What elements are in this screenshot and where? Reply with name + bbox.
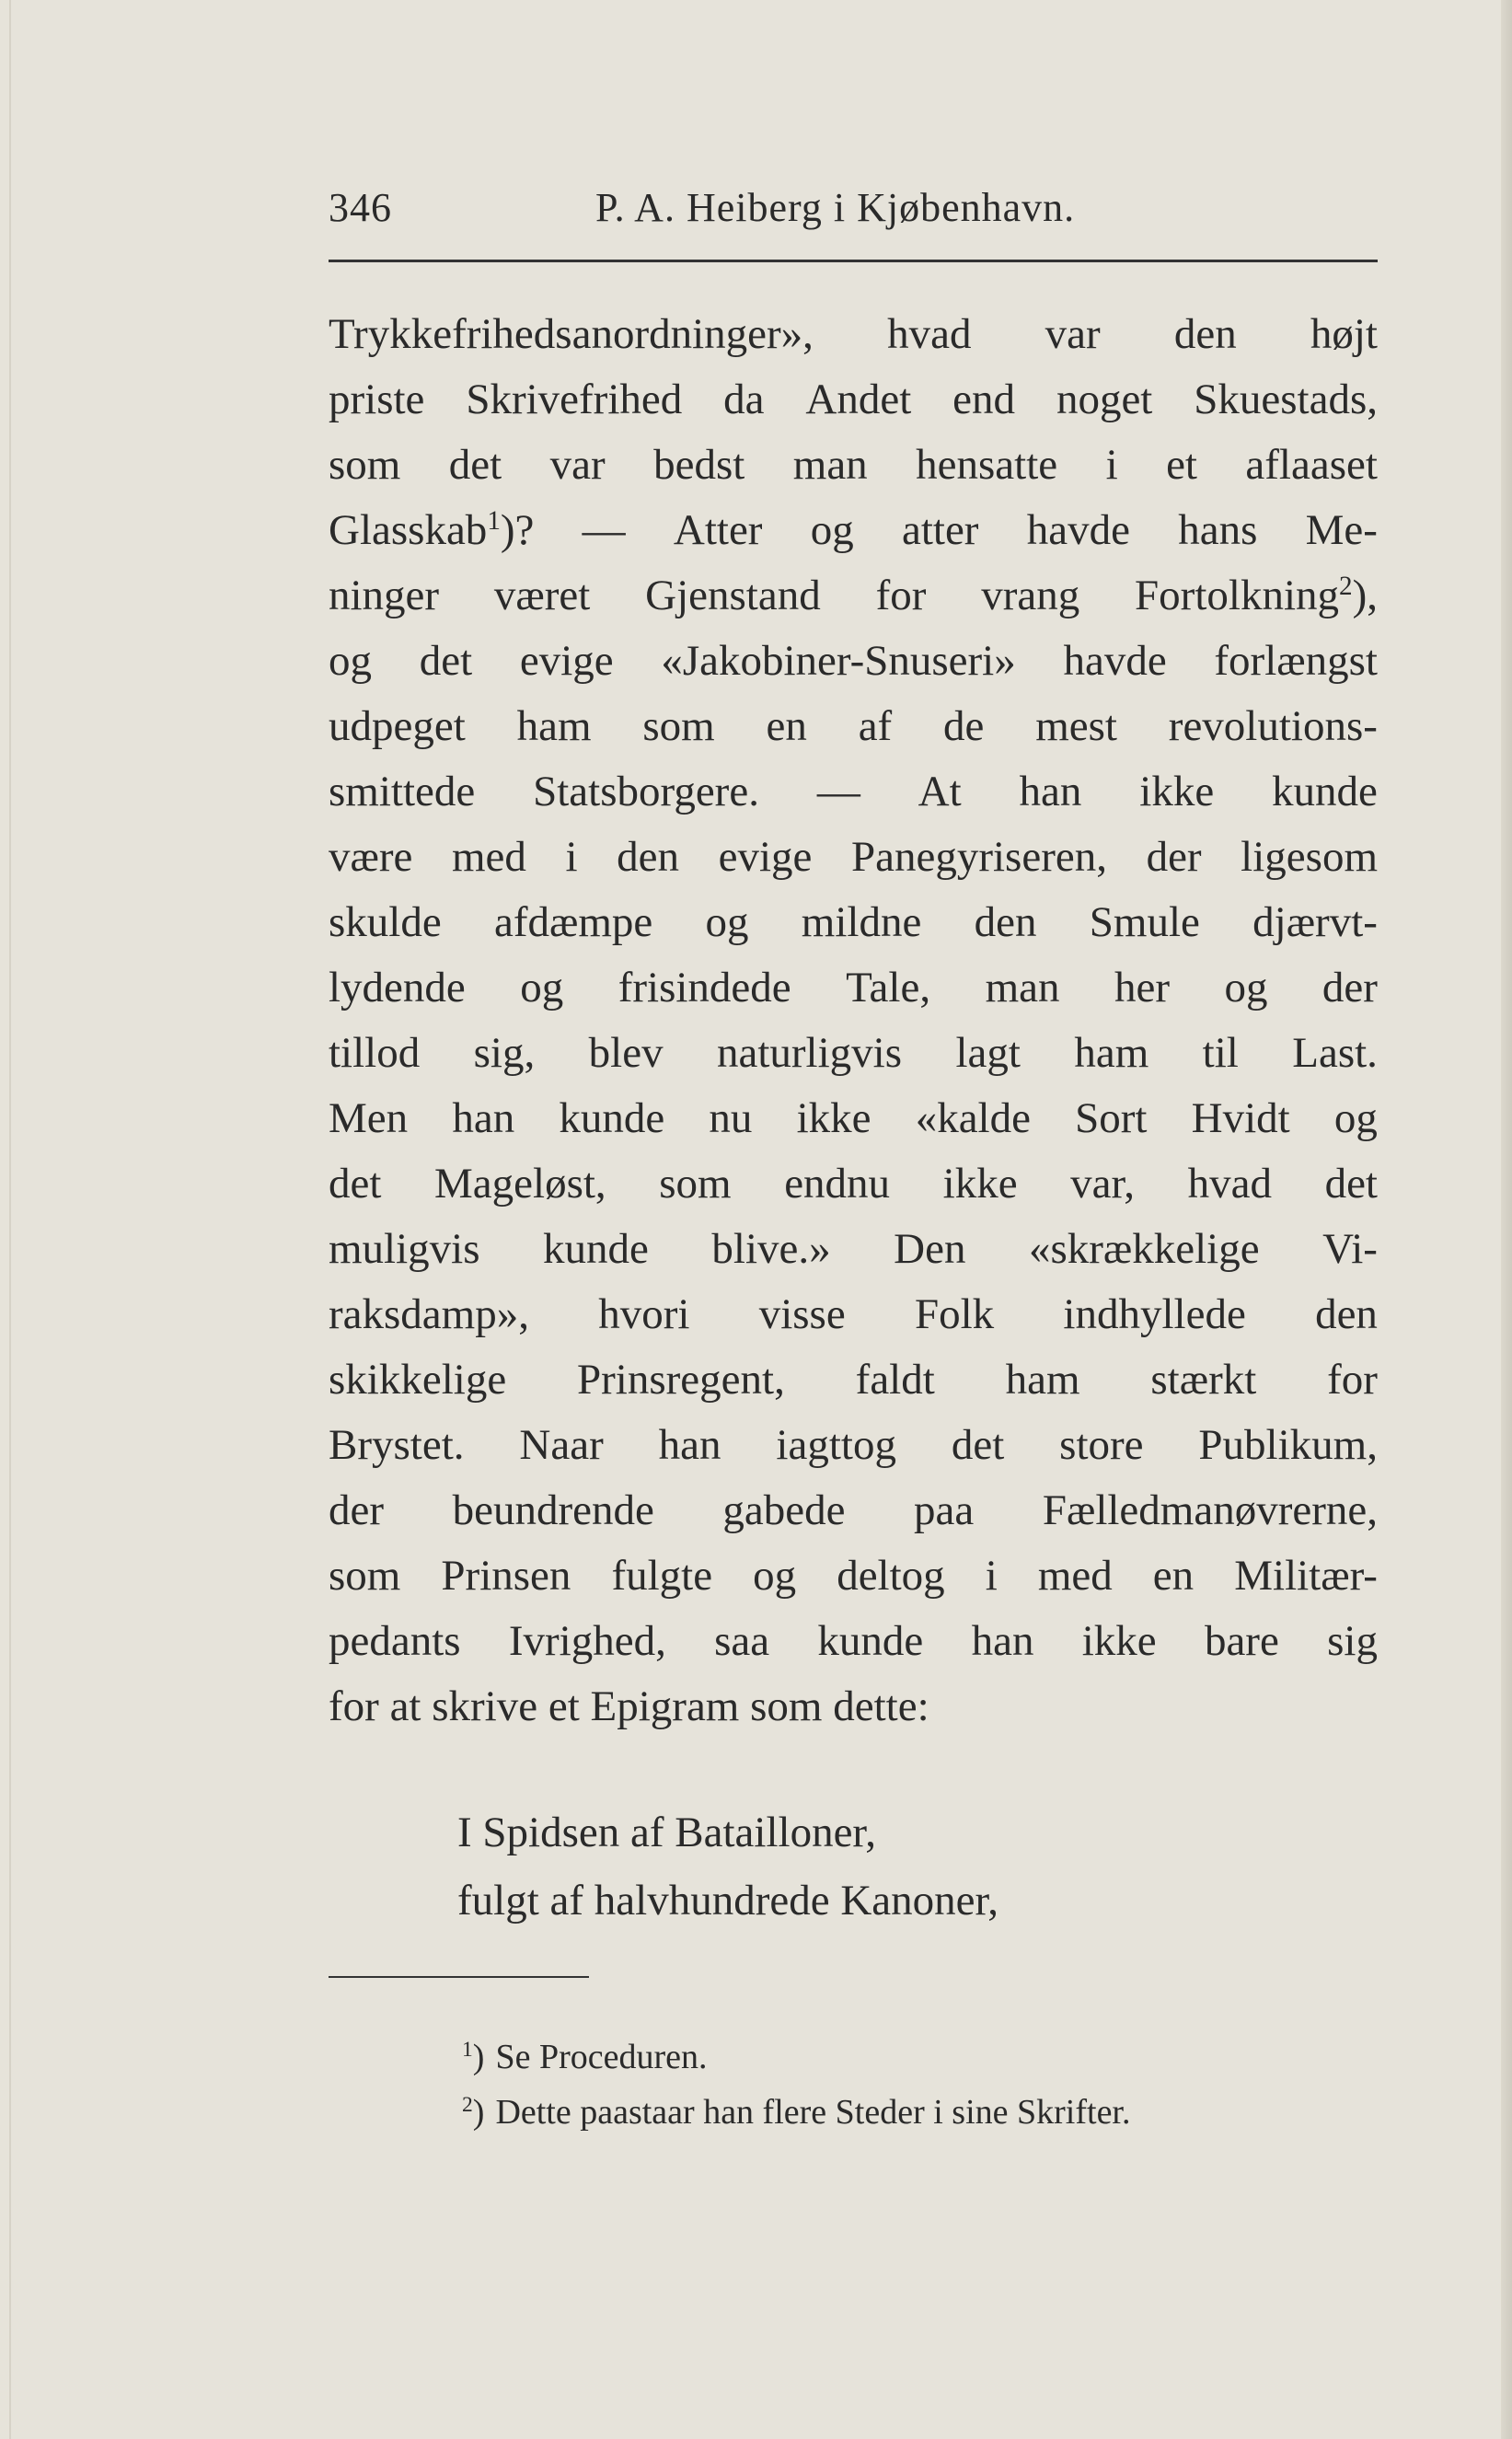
footnote-rule xyxy=(329,1976,589,1978)
body-line: priste Skrivefrihed da Andet end noget Skuestads, xyxy=(329,376,1378,423)
footnote-1-mark: 1 xyxy=(462,2038,473,2063)
footnote-2-mark: 2 xyxy=(462,2093,473,2118)
body-line: være med i den evige Panegyriseren, der ligesom xyxy=(329,833,1378,881)
body-line: det Mageløst, som endnu ikke var, hvad det xyxy=(329,1160,1378,1208)
body-line: tillod sig, blev naturligvis lagt ham til Last. xyxy=(329,1029,1378,1077)
body-text xyxy=(329,302,1378,1740)
body-line: og det evige «Jakobiner-Snuseri» havde forlængst xyxy=(329,637,1378,685)
running-head: P. A. Heiberg i Kjøbenhavn. xyxy=(595,185,1076,230)
body-line: skikkelige Prinsregent, faldt ham stærkt for xyxy=(329,1356,1378,1404)
body-line: udpeget ham som en af de mest revolutions- xyxy=(329,702,1378,750)
epigram-verse xyxy=(457,1798,1378,1935)
page-header xyxy=(329,184,1378,239)
body-line: Glasskab$^1$)? — Atter og atter havde hans Me- xyxy=(329,505,1378,554)
body-line: der beundrende gabede paa Fælledmanøvrerne, xyxy=(329,1486,1378,1534)
verse-line: fulgt af halvhundrede Kanoner, xyxy=(457,1877,999,1925)
body-line: Brystet. Naar han iagttog det store Publikum, xyxy=(329,1421,1378,1469)
page-right-edge xyxy=(1501,0,1512,2439)
body-line: ninger været Gjenstand for vrang Fortolkning$^2$), xyxy=(329,571,1378,619)
body-line: pedants Ivrighed, saa kunde han ikke bare sig xyxy=(329,1617,1378,1665)
header-rule xyxy=(329,260,1378,262)
body-line: skulde afdæmpe og mildne den Smule djærvt- xyxy=(329,898,1378,946)
footnote-2-text: Dette paastaar han flere Steder i sine Skrifter. xyxy=(495,2093,1131,2132)
body-line: som det var bedst man hensatte i et aflaaset xyxy=(329,441,1378,489)
body-line: lydende og frisindede Tale, man her og der xyxy=(329,964,1378,1011)
footnote-1-text: Se Proceduren. xyxy=(495,2038,708,2076)
body-line: som Prinsen fulgte og deltog i med en Militær- xyxy=(329,1552,1378,1600)
body-line: muligvis kunde blive.» Den «skrækkelige Vi- xyxy=(329,1225,1378,1273)
body-line: raksdamp», hvori visse Folk indhyllede den xyxy=(329,1290,1378,1338)
body-line: smittede Statsborgere. — At han ikke kunde xyxy=(329,768,1378,815)
page-number: 346 xyxy=(329,185,392,230)
page-left-edge xyxy=(9,0,11,2439)
footnote-2: $^2$) Dette paastaar han flere Steder i sine Skrifter. xyxy=(462,2093,1131,2132)
body-line: Trykkefrihedsanordninger», hvad var den højt xyxy=(329,310,1378,358)
footnotes xyxy=(462,2029,1382,2140)
body-line: Men han kunde nu ikke «kalde Sort Hvidt og xyxy=(329,1094,1378,1142)
verse-line: I Spidsen af Bataillоner, xyxy=(457,1809,876,1856)
body-line: for at skrive et Epigram som dette: xyxy=(329,1682,929,1730)
footnote-1: $^1$) Se Proceduren. xyxy=(462,2038,708,2076)
